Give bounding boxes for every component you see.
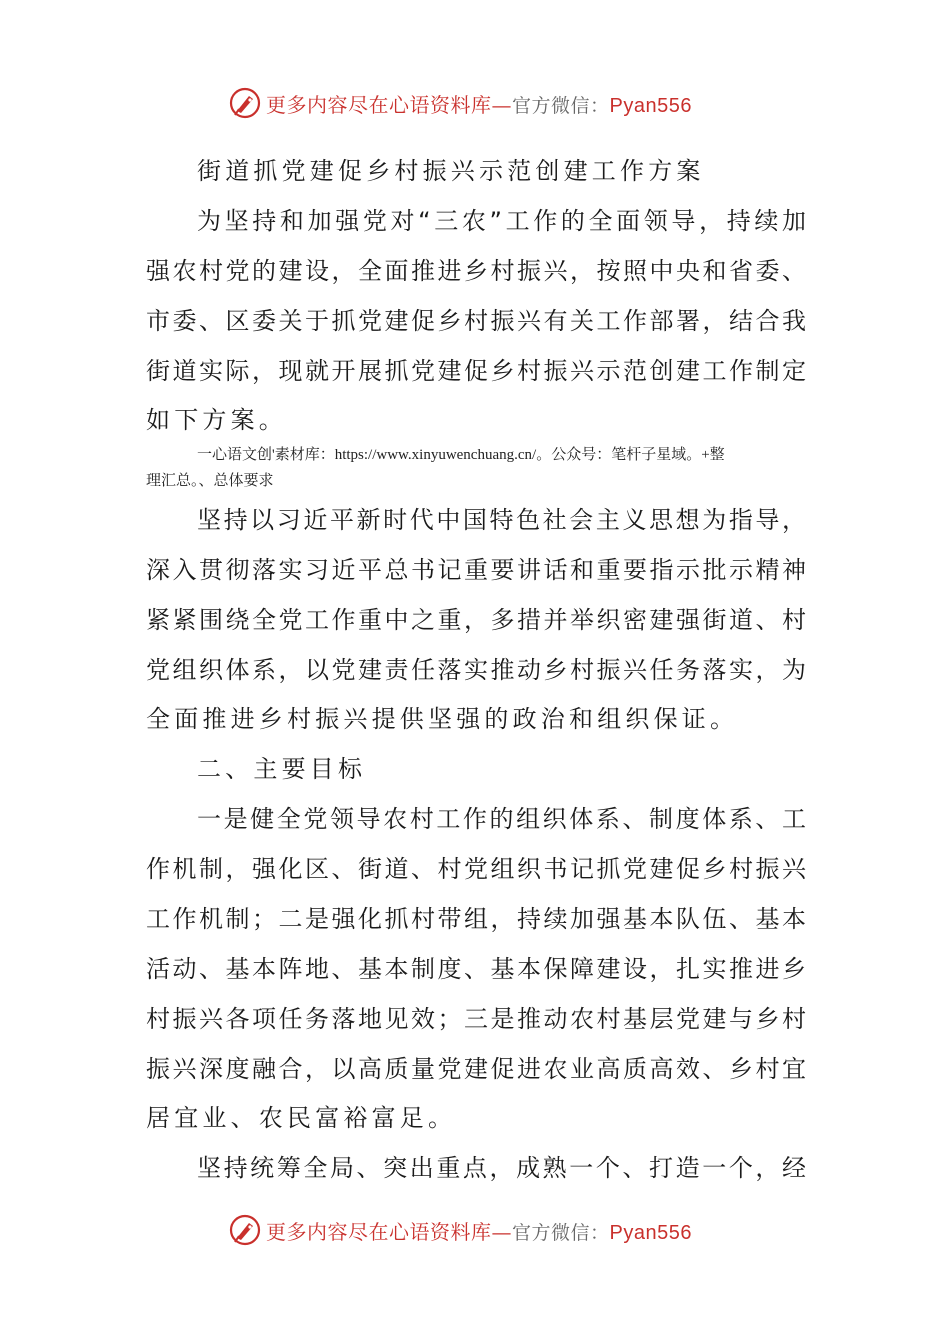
section2-line: 一是健全党领导农村工作的组织体系、制度体系、工	[197, 805, 806, 833]
footer-banner	[228, 1210, 692, 1250]
banner-wechat-id: Pyan556	[609, 1221, 692, 1244]
source-watermark-line: 理汇总。、总体要求	[146, 473, 274, 489]
intro-line: 强农村党的建设，全面推进乡村振兴，按照中央和省委、	[146, 257, 806, 285]
header-banner	[228, 83, 692, 123]
section2-heading: 二、主要目标	[197, 755, 367, 783]
banner-title: 更多内容尽在心语资料库	[266, 92, 492, 117]
intro-line: 如下方案。	[146, 406, 287, 434]
banner-title: 更多内容尽在心语资料库	[266, 1219, 492, 1244]
banner-wechat-label: 官方微信：	[512, 94, 610, 117]
section2-line: 工作机制；二是强化抓村带组，持续加强基本队伍、基本	[146, 905, 806, 933]
paragraph-line: 坚持统筹全局、突出重点，成熟一个、打造一个，经	[197, 1154, 806, 1182]
section1-line: 坚持以习近平新时代中国特色社会主义思想为指导，	[197, 506, 806, 534]
section1-line: 深入贯彻落实习近平总书记重要讲话和重要指示批示精神	[146, 556, 806, 584]
section2-line: 活动、基本阵地、基本制度、基本保障建设，扎实推进乡	[146, 955, 806, 983]
section2-line: 居宜业、农民富裕富足。	[146, 1104, 457, 1132]
pen-nib-logo-icon	[228, 1213, 262, 1247]
banner-dash: —	[491, 92, 512, 117]
intro-line: 街道实际，现就开展抓党建促乡村振兴示范创建工作制定	[146, 357, 806, 385]
banner-dash: —	[491, 1219, 512, 1244]
section1-line: 党组织体系，以党建责任落实推动乡村振兴任务落实，为	[146, 656, 806, 684]
section1-line: 全面推进乡村振兴提供坚强的政治和组织保证。	[146, 705, 739, 733]
intro-line: 市委、区委关于抓党建促乡村振兴有关工作部署，结合我	[146, 307, 806, 335]
banner-wechat-id: Pyan556	[609, 94, 692, 117]
section2-line: 作机制，强化区、街道、村党组织书记抓党建促乡村振兴	[146, 855, 806, 883]
section2-line: 村振兴各项任务落地见效；三是推动农村基层党建与乡村	[146, 1005, 806, 1033]
section1-line: 紧紧围绕全党工作重中之重，多措并举织密建强街道、村	[146, 606, 806, 634]
source-watermark-line: 一心语文创'素材库：https://www.xinyuwenchuang.cn/。公众号：笔杆子星域。+整	[197, 447, 725, 463]
banner-wechat-label: 官方微信：	[512, 1221, 610, 1244]
banner-text	[266, 1216, 692, 1245]
intro-line: 为坚持和加强党对“三农”工作的全面领导，持续加	[197, 207, 806, 235]
pen-nib-logo-icon	[228, 86, 262, 120]
section2-line: 振兴深度融合，以高质量党建促进农业高质高效、乡村宜	[146, 1055, 806, 1083]
banner-text	[266, 89, 692, 118]
document-title: 街道抓党建促乡村振兴示范创建工作方案	[197, 157, 705, 185]
